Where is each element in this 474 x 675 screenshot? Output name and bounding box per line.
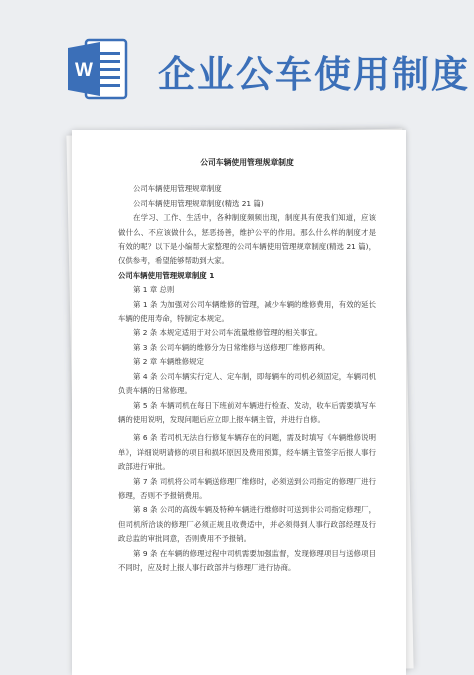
paragraph: 第 5 条 车辆司机在每日下班前对车辆进行检查、发动，收车后需要填写车辆的使用说明，发现问题后应立即上报车辆主管，并进行自修。: [118, 400, 376, 424]
document-body: [118, 156, 376, 575]
paragraph: 第 7 条 司机将公司车辆送修理厂维修时，必须送到公司指定的修理厂进行修理，否则不予报销费用。: [118, 476, 376, 500]
paragraph: 第 3 条 公司车辆的维修分为日常维修与送修理厂维修两种。: [133, 342, 330, 352]
paragraph-list: [118, 182, 376, 575]
section-heading: 公司车辆使用管理规章制度 1: [118, 270, 215, 280]
paragraph: 第 2 条 本规定适用于对公司车流量维修管理的相关事宜。: [133, 328, 323, 338]
paragraph: 第 8 条 公司的高级车辆及特种车辆进行维修时可送到非公司指定修理厂，但司机所洽谈的修理厂必须正规且收费适中，并必须得到人事行政部经理及行政总监的审批同意，否则费用不予报销。: [118, 505, 376, 544]
paragraph: 第 9 条 在车辆的修理过程中司机需要加强监督，发现修理项目与送修项目不同时，应及时上报人事行政部并与修理厂进行协商。: [118, 548, 376, 572]
svg-text:W: W: [75, 60, 93, 81]
paragraph: 公司车辆使用管理规章制度(精选 21 篇): [133, 198, 264, 208]
paragraph: 在学习、工作、生活中，各种制度频频出现，制度具有使我们知道，应该做什么、不应该做什么，惩恶扬善，维护公平的作用。那么什么样的制度才是有效的呢？以下是小编帮大家整理的公司车辆使用管理规章制度(精选 21 篇)，仅供参考，希望能够帮助到大家。: [118, 213, 376, 266]
paragraph: 第 1 章 总则: [133, 285, 175, 295]
paragraph: 第 6 条 若司机无法自行修复车辆存在的问题，需及时填写《车辆维修说明单》，详细说明请修的项目和损坏原因及费用预算，经车辆主管签字后报人事行政部进行审批。: [118, 433, 376, 472]
word-document-icon: [64, 36, 130, 102]
paragraph: 第 4 条 公司车辆实行定人、定车制，即每辆车的司机必须固定，车辆司机负责车辆的日常修理。: [118, 371, 376, 396]
banner-title: 企业公车使用制度: [158, 53, 470, 96]
paragraph: 第 1 条 为加强对公司车辆维修的管理，减少车辆的维修费用，有效的延长车辆的使用寿命，特制定本规定。: [118, 299, 376, 324]
document-title: 公司车辆使用管理规章制度: [200, 158, 294, 167]
banner: [0, 0, 474, 120]
paragraph: 公司车辆使用管理规章制度: [133, 184, 222, 194]
paragraph: 第 2 章 车辆维修规定: [133, 357, 204, 367]
